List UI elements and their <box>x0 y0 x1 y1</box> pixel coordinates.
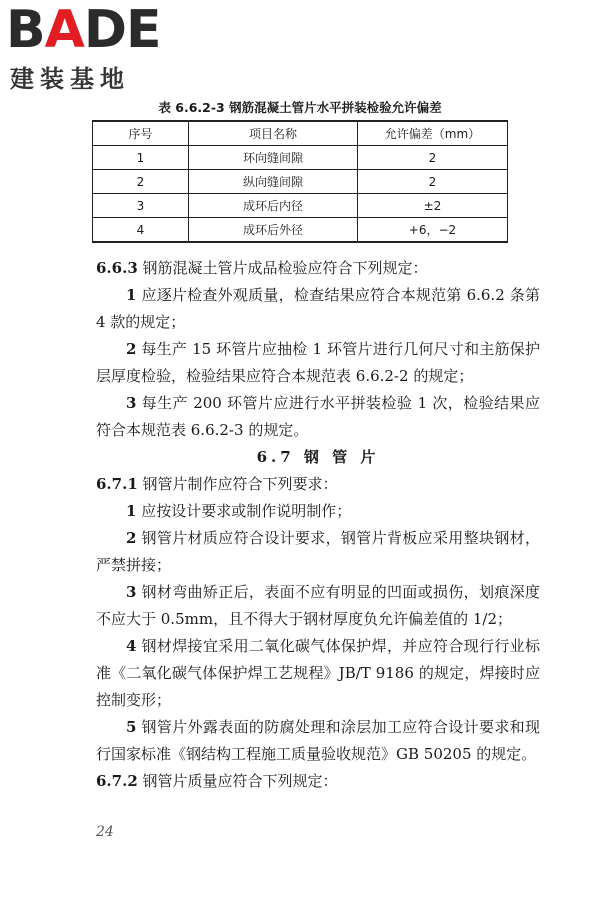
clause-6-7-2: 6.7.2 钢管片质量应符合下列规定： <box>96 772 338 790</box>
logo-wordmark: BADE <box>6 0 161 60</box>
list-item: 1 应按设计要求或制作说明制作； <box>126 502 352 520</box>
header-tolerance: 允许偏差（mm） <box>358 121 508 146</box>
list-item: 3 每生产 200 环管片应进行水平拼装检验 1 次，检验结果应符合本规范表 6.6.2-3 的规定。 <box>96 394 540 439</box>
table-row <box>93 146 508 170</box>
list-item: 4 钢材焊接宜采用二氧化碳气体保护焊，并应符合现行行业标准《二氧化碳气体保护焊工艺规程》JB/T 9186 的规定，焊接时应控制变形； <box>96 637 540 709</box>
header-item: 项目名称 <box>189 121 358 146</box>
list-item: 5 钢管片外露表面的防腐处理和涂层加工应符合设计要求和现行国家标准《钢结构工程施工质量验收规范》GB 50205 的规定。 <box>96 718 540 763</box>
table-header-row <box>93 121 508 146</box>
table-cell: 环向缝间隙 <box>189 146 358 170</box>
table-cell: 2 <box>358 146 508 170</box>
table-cell: 成环后外径 <box>189 218 358 243</box>
list-item: 3 钢材弯曲矫正后，表面不应有明显的凹面或损伤，划痕深度不应大于 0.5mm，且不得大于钢材厚度负允许偏差值的 1/2； <box>96 583 540 628</box>
clause-6-6-3: 6.6.3 钢筋混凝土管片成品检验应符合下列规定： <box>96 259 428 277</box>
list-item: 2 每生产 15 环管片应抽检 1 环管片进行几何尺寸和主筋保护层厚度检验，检验结果应符合本规范表 6.6.2-2 的规定； <box>96 340 540 385</box>
table-row <box>93 218 508 243</box>
list-item: 2 钢管片材质应符合设计要求，钢管片背板应采用整块钢材，严禁拼接； <box>96 529 540 574</box>
table-cell: +6，−2 <box>358 218 508 243</box>
table-cell: 2 <box>358 170 508 194</box>
section-title: 6.7 钢 管 片 <box>256 448 380 466</box>
table-cell: ±2 <box>358 194 508 218</box>
body-text <box>96 255 540 795</box>
table-cell: 2 <box>93 170 189 194</box>
table-cell: 4 <box>93 218 189 243</box>
header-index: 序号 <box>93 121 189 146</box>
table-cell: 纵向缝间隙 <box>189 170 358 194</box>
clause-6-7-1: 6.7.1 钢管片制作应符合下列要求： <box>96 475 338 493</box>
table-caption: 表 6.6.2-3 钢筋混凝土管片水平拼装检验允许偏差 <box>158 100 442 115</box>
table-row <box>93 194 508 218</box>
table-row <box>93 170 508 194</box>
bade-logo <box>6 0 186 93</box>
table-cell: 3 <box>93 194 189 218</box>
tolerance-table <box>92 120 508 243</box>
table-cell: 1 <box>93 146 189 170</box>
list-item: 1 应逐片检查外观质量，检查结果应符合本规范第 6.6.2 条第 4 款的规定； <box>96 286 540 331</box>
page-number: 24 <box>96 824 114 840</box>
table-cell: 成环后内径 <box>189 194 358 218</box>
logo-subtitle: 建装基地 <box>10 65 130 93</box>
